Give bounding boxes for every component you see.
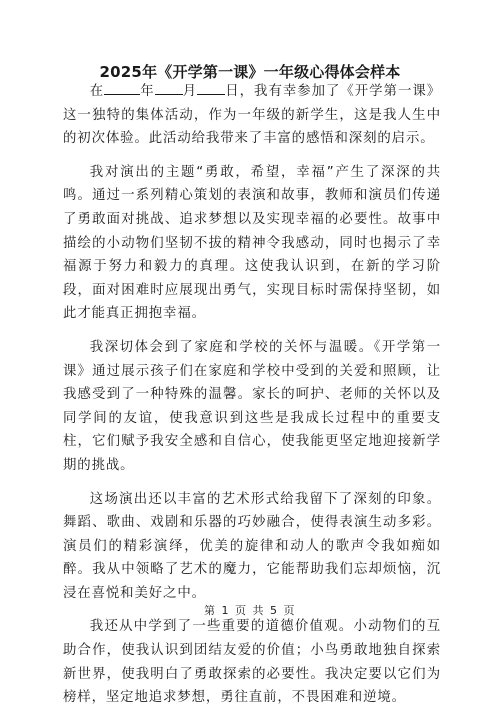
paragraph-1-prefix: 在 [89, 84, 105, 99]
paragraph-2: 我对演出的主题“勇敢，希望，幸福”产生了深深的共鸣。通过一系列精心策划的表演和故事，教师和演员们传递了勇敢面对挑战、追求梦想以及实现幸福的必要性。故事中描绘的小动物们坚韧不拔的精神令我感动，同时也揭示了幸福源于努力和毅力的真理。这使我认识到，在新的学习阶段，面对困难时应展现出勇气，实现目标时需保持坚韧，如此才能真正拥抱幸福。 [63, 164, 441, 322]
paragraph-1-year-label: 年 [140, 84, 155, 99]
paragraph-3: 我深切体会到了家庭和学校的关怀与温暖。《开学第一课》通过展示孩子们在家庭和学校中受到的关爱和照顾，让我感受到了一种特殊的温馨。家长的呵护、老师的关怀以及同学间的友谊，使我意识到这些是我成长过程中的重要支柱，它们赋予我安全感和自信心，使我能更坚定地迎接新学期的挑战。 [63, 339, 441, 473]
document-title: 2025年《开学第一课》一年级心得体会样本 [99, 63, 401, 81]
year-blank [104, 80, 140, 95]
document-body [63, 80, 441, 720]
paragraph-1-rest: 日，我有幸参加了《开学第一课》这一独特的集体活动，作为一年级的新学生，这是我人生中的初次体验。此活动给我带来了丰富的感悟和深刻的启示。 [63, 84, 442, 147]
paragraph-5: 我还从中学到了一些重要的道德价值观。小动物们的互助合作，使我认识到团结友爱的价值；小鸟勇敢地独自探索新世界，使我明白了勇敢探索的必要性。我决定要以它们为榜样，坚定地追求梦想，勇往直前，不畏困难和逆境。 [63, 619, 441, 706]
day-blank [197, 80, 225, 95]
page-footer: 第 1 页 共 5 页 [204, 604, 296, 617]
month-blank [155, 80, 183, 95]
paragraph-1-month-label: 月 [182, 84, 198, 99]
paragraph-1 [63, 80, 441, 151]
paragraph-4: 这场演出还以丰富的艺术形式给我留下了深刻的印象。舞蹈、歌曲、戏剧和乐器的巧妙融合，使得表演生动多彩。演员们的精彩演绎，优美的旋律和动人的歌声令我如痴如醉。我从中领略了艺术的魔力，它能帮助我们忘却烦恼，沉浸在喜悦和美好之中。 [63, 491, 441, 601]
